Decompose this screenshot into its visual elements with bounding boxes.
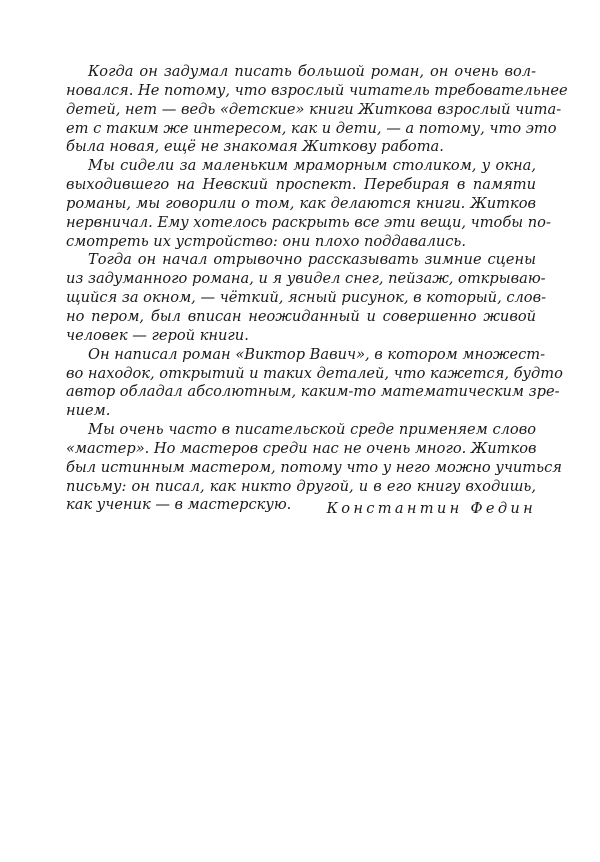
author-signature: Константин Федин [326, 500, 536, 517]
text-line: автор обладал абсолютным, каким-то математическим зре- [66, 383, 560, 401]
text-line: Он написал роман «Виктор Вавич», в котором множест- [88, 345, 546, 363]
text-line: нервничал. Ему хотелось раскрыть все эти вещи, чтобы по- [66, 213, 551, 231]
text-line: из задуманного романа, и я увидел снег, пейзаж, открываю- [66, 270, 546, 288]
text-line: Тогда он начал отрывочно рассказывать зимние сцены [88, 251, 536, 269]
text-line: ет с таким же интересом, как и дети, — а потому, что это [66, 119, 557, 137]
text-body [66, 63, 568, 515]
text-line: как ученик — в мастерскую. [66, 496, 292, 514]
text-line: человек — герой книги. [66, 326, 249, 344]
text-line: во находок, открытий и таких деталей, что кажется, будто [66, 364, 563, 382]
text-line: детей, нет — ведь «детские» книги Житкова взрослый чита- [66, 100, 562, 118]
text-line: «мастер». Но мастеров среди нас не очень много. Житков [66, 439, 537, 457]
paragraph [66, 251, 547, 345]
text-line: романы, мы говорили о том, как делаются книги. Житков [66, 194, 536, 212]
text-line: выходившего на Невский проспект. Перебирая в памяти [66, 176, 536, 194]
text-line: Мы сидели за маленьким мраморным столиком, у окна, [88, 157, 536, 175]
text-line: нием. [66, 402, 111, 420]
text-line: Мы очень часто в писательской среде применяем слово [88, 421, 536, 439]
text-line: новался. Не потому, что взрослый читатель требовательнее [66, 81, 568, 99]
text-line: был истинным мастером, потому что у него можно учиться [66, 458, 562, 476]
text-line: щийся за окном, — чёткий, ясный рисунок, в который, слов- [66, 289, 547, 307]
text-line: смотреть их устройство: они плохо поддавались. [66, 232, 467, 250]
text-line: но пером, был вписан неожиданный и совершенно живой [66, 307, 536, 325]
paragraph [66, 63, 568, 157]
paragraph [66, 157, 551, 251]
text-line: письму: он писал, как никто другой, и в его книгу входишь, [66, 477, 536, 495]
text-line: была новая, ещё не знакомая Житкову работа. [66, 138, 444, 156]
paragraph [66, 345, 563, 421]
text-line: Когда он задумал писать большой роман, он очень вол- [88, 63, 536, 80]
